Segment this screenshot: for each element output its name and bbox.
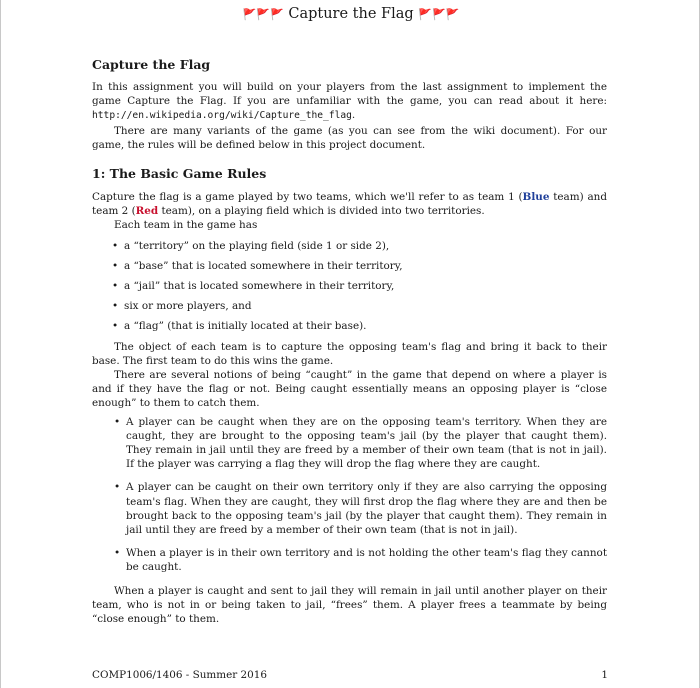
caught-paragraph: There are several notions of being “caught” in the game that depend on where a player is and if they have the flag or not. Being caught essentially means an opposing player is “close enough” to them to catch them. (92, 369, 607, 410)
list-item: • a “jail” that is located somewhere in their territory, (124, 279, 607, 293)
document-body (92, 57, 607, 626)
section-heading-intro: Capture the Flag (92, 57, 211, 72)
each-team-paragraph: Each team in the game has (114, 219, 258, 232)
blue-team-label: Blue (522, 191, 550, 204)
wiki-link[interactable]: http://en.wikipedia.org/wiki/Capture_the_flag (92, 110, 352, 122)
list-item: • a “territory” on the playing field (side 1 or side 2), (124, 239, 607, 253)
section-heading-rules: 1: The Basic Game Rules (92, 166, 267, 182)
list-item: • When a player is in their own territory and is not holding the other team's flag they cannot be caught. (126, 546, 607, 574)
list-item: • A player can be caught on their own territory only if they are also carrying the opposing team's flag. When they are caught, they will first drop the flag where they are and then be brought back to the opposing team's jail (by the player that caught them). They remain in jail until they are freed by a member of their own team (that is not in jail). (126, 480, 607, 537)
jail-paragraph: When a player is caught and sent to jail they will remain in jail until another player on their team, who is not in or being taken to jail, “frees” them. A player frees a teammate by being “close enough” to them. (92, 584, 607, 626)
teams-paragraph (92, 190, 607, 218)
header-title: Capture the Flag (288, 6, 414, 22)
page-footer (92, 669, 608, 681)
page-number: 1 (601, 669, 608, 681)
red-flags-icon: 🚩🚩🚩 (242, 8, 284, 21)
list-item: • A player can be caught when they are on the opposing team's territory. When they are caught, they are brought to the opposing team's jail (by the player that caught them). They remain in jail until they are freed by a member of their own team (that is not in jail). If the player was carrying a flag they will drop the flag where they are caught. (126, 415, 607, 472)
course-label: COMP1006/1406 - Summer 2016 (92, 669, 267, 681)
intro-text: In this assignment you will build on your players from the last assignment to implement the game Capture the Flag. If you are unfamiliar with the game, you can read about it here: (92, 81, 607, 108)
variants-paragraph: There are many variants of the game (as you can see from the wiki document). For our game, the rules will be defined below in this project document. (92, 124, 607, 151)
intro-paragraph (92, 80, 607, 124)
red-team-label: Red (135, 205, 159, 218)
list-item: • six or more players, and (124, 299, 607, 313)
intro-end: . (351, 109, 356, 122)
caught-rules-list (92, 415, 607, 575)
page-header (1, 6, 700, 22)
teams-text-b: team) and team 2 ( (92, 191, 607, 218)
teams-text-c: team), on a playing field which is divided into two territories. (158, 205, 485, 218)
list-item: • a “base” that is located somewhere in their territory, (124, 259, 607, 273)
red-flags-icon: 🚩🚩🚩 (418, 8, 460, 21)
team-items-list (92, 239, 607, 334)
objective-paragraph: The object of each team is to capture the opposing team's flag and bring it back to their base. The first team to do this wins the game. (92, 340, 607, 367)
list-item: • a “flag” (that is initially located at their base). (124, 319, 607, 333)
teams-text-a: Capture the flag is a game played by two teams, which we'll refer to as team 1 ( (92, 191, 523, 204)
